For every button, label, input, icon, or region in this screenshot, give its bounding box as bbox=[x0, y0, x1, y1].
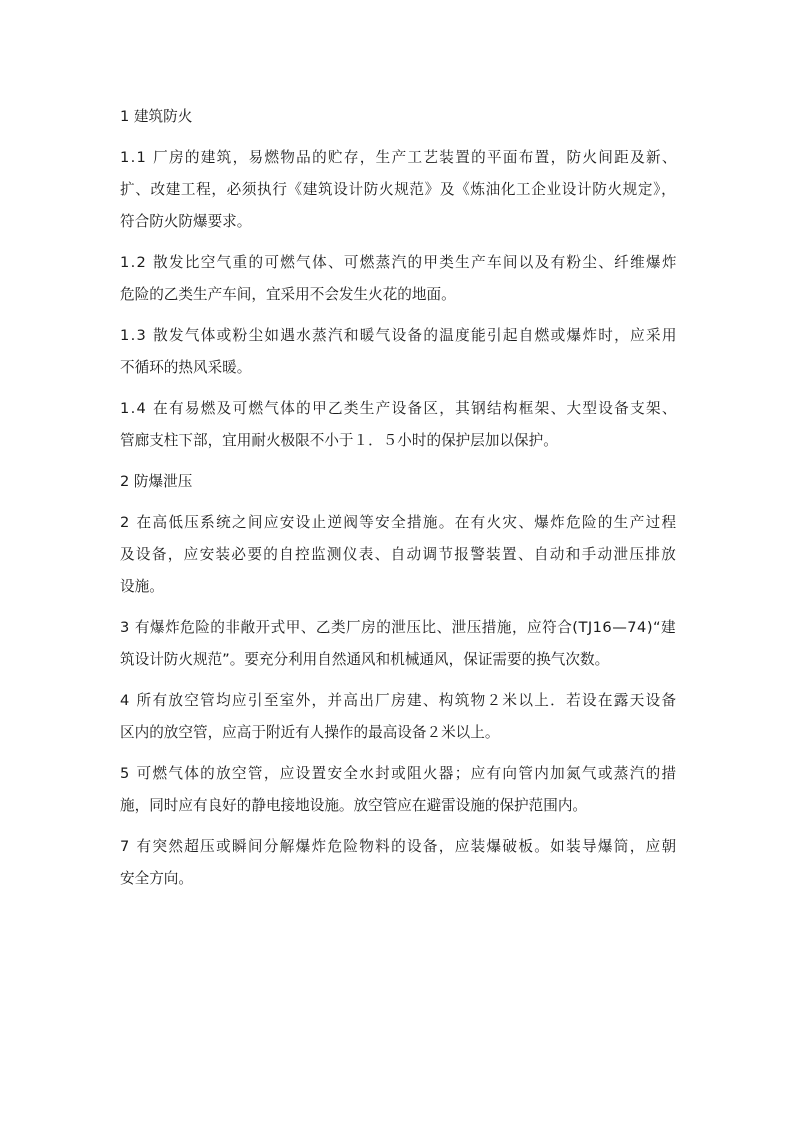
paragraph-4 bbox=[120, 685, 676, 749]
paragraph-line: 扩、改建工程，必须执行《建筑设计防火规范》及《炼油化工企业设计防火规定》， bbox=[120, 181, 677, 198]
paragraph-line: 7 有突然超压或瞬间分解爆炸危险物料的设备，应装爆破板。如装导爆筒，应朝 bbox=[120, 838, 678, 855]
paragraph-line: 2 在高低压系统之间应安设止逆阀等安全措施。在有火灾、爆炸危险的生产过程 bbox=[120, 514, 678, 531]
paragraph-line: 施，同时应有良好的静电接地设施。放空管应在避雷设施的保护范围内。 bbox=[120, 797, 588, 814]
paragraph-1-4 bbox=[120, 393, 676, 457]
paragraph-line: 区内的放空管，应高于附近有人操作的最高设备２米以上。 bbox=[120, 724, 500, 741]
paragraph-7 bbox=[120, 831, 676, 895]
paragraph-line: 管廊支柱下部，宜用耐火极限不小于１．５小时的保护层加以保护。 bbox=[120, 432, 558, 449]
paragraph-2 bbox=[120, 507, 676, 603]
paragraph-1-1 bbox=[120, 142, 676, 238]
paragraph-line: 符合防火防爆要求。 bbox=[120, 213, 252, 230]
paragraph-line: 4 所有放空管均应引至室外，并高出厂房建、构筑物２米以上．若设在露天设备 bbox=[120, 692, 678, 709]
section-heading-building-fire-protection bbox=[120, 101, 676, 133]
paragraph-line: 1.1 厂房的建筑，易燃物品的贮存，生产工艺装置的平面布置，防火间距及新、 bbox=[120, 149, 678, 166]
paragraph-3 bbox=[120, 612, 676, 676]
paragraph-5 bbox=[120, 758, 676, 822]
paragraph-line: 筑设计防火规范”。要充分利用自然通风和机械通风，保证需要的换气次数。 bbox=[120, 651, 610, 668]
document-body bbox=[120, 101, 676, 904]
paragraph-line: 危险的乙类生产车间，宜采用不会发生火花的地面。 bbox=[120, 286, 456, 303]
section-heading-explosion-venting bbox=[120, 466, 676, 498]
paragraph-line: 1.3 散发气体或粉尘如遇水蒸汽和暖气设备的温度能引起自燃或爆炸时，应采用 bbox=[120, 327, 678, 344]
paragraph-line: 5 可燃气体的放空管，应设置安全水封或阻火器；应有向管内加氮气或蒸汽的措 bbox=[120, 765, 678, 782]
paragraph-1-2 bbox=[120, 247, 676, 311]
paragraph-line: 安全方向。 bbox=[120, 870, 193, 887]
paragraph-line: 3 有爆炸危险的非敞开式甲、乙类厂房的泄压比、泄压措施，应符合(TJ16—74)“建 bbox=[120, 619, 677, 636]
paragraph-line: 及设备，应安装必要的自控监测仪表、自动调节报警装置、自动和手动泄压排放 bbox=[120, 546, 678, 563]
paragraph-line: 1 建筑防火 bbox=[120, 108, 193, 125]
paragraph-line: 1.4 在有易燃及可燃气体的甲乙类生产设备区，其钢结构框架、大型设备支架、 bbox=[120, 400, 678, 417]
paragraph-1-3 bbox=[120, 320, 676, 384]
paragraph-line: 设施。 bbox=[120, 578, 164, 595]
paragraph-line: 不循环的热风采暖。 bbox=[120, 359, 252, 376]
paragraph-line: 1.2 散发比空气重的可燃气体、可燃蒸汽的甲类生产车间以及有粉尘、纤维爆炸 bbox=[120, 254, 678, 271]
paragraph-line: 2 防爆泄压 bbox=[120, 473, 193, 490]
